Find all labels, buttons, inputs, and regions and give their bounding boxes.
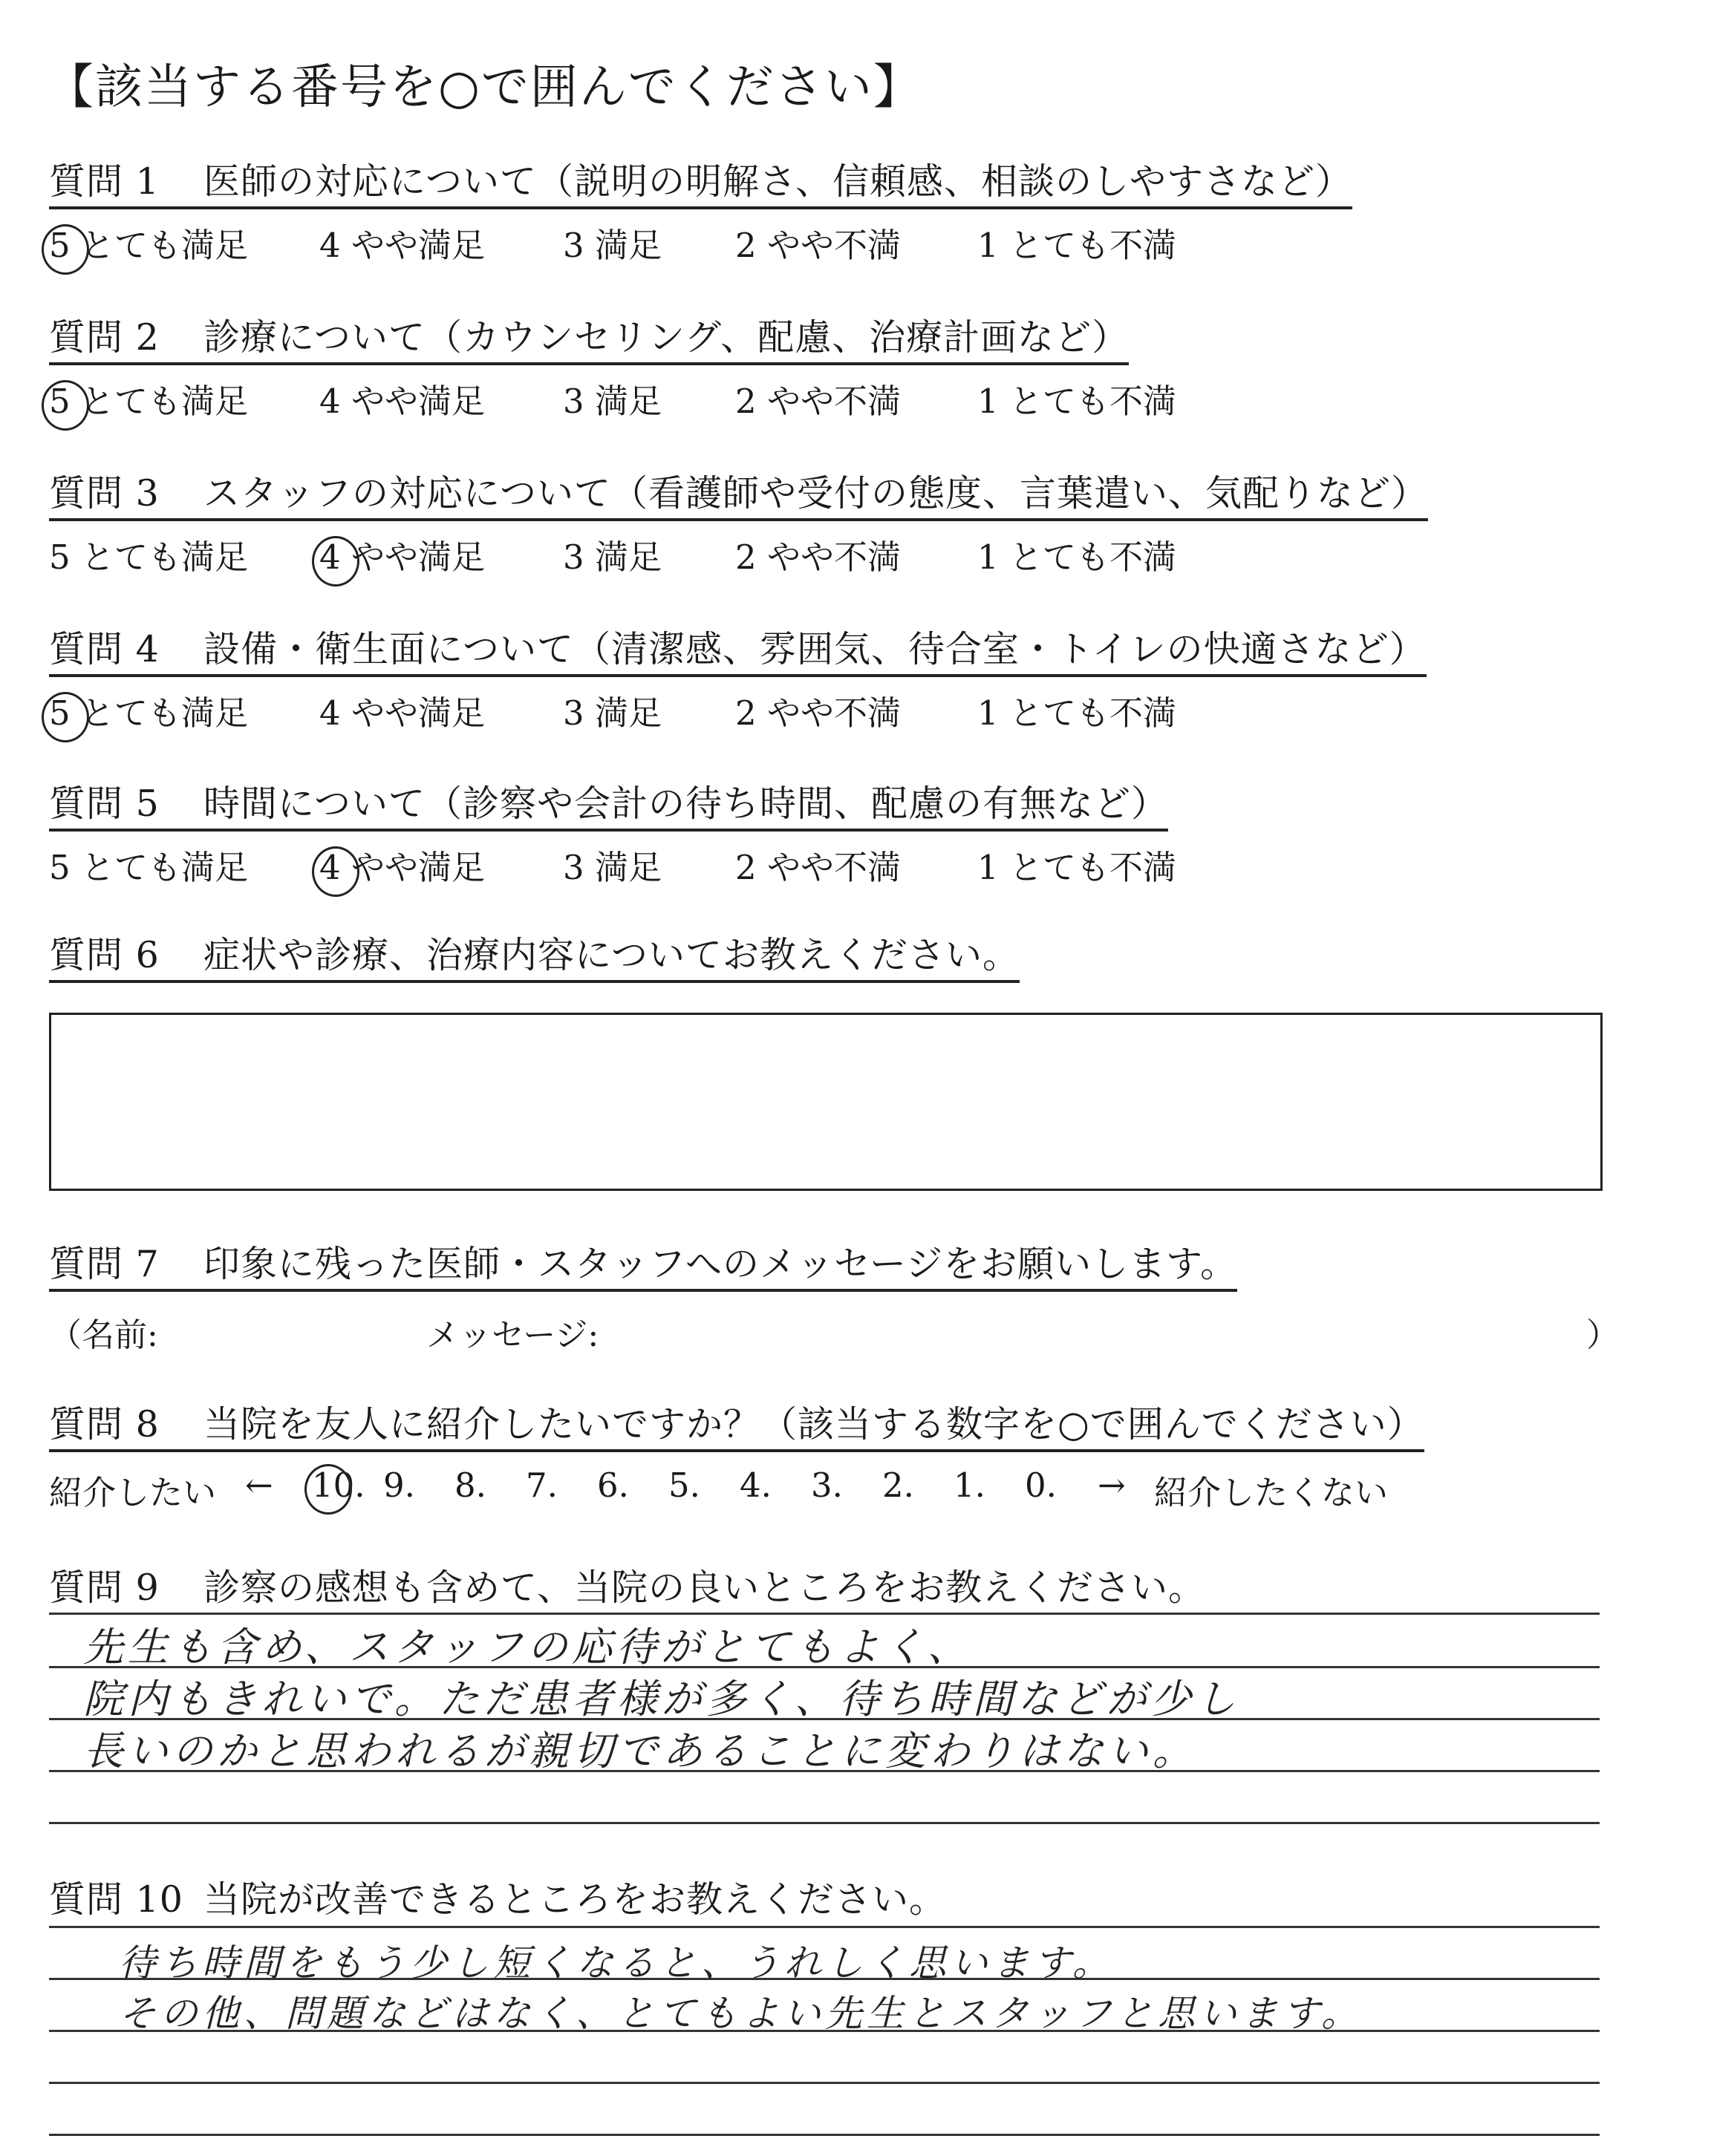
rating-option-number: 3 (563, 848, 584, 887)
rating-option-number: 3 (563, 693, 584, 733)
question-3-title (49, 465, 1428, 521)
selected-rating-circle: 4 (319, 538, 341, 577)
question-5-title (49, 775, 1168, 832)
rating-option[interactable] (735, 374, 901, 422)
rating-option[interactable] (49, 374, 248, 422)
rating-option-label: 満足 (584, 538, 662, 577)
question-9-title (49, 1559, 1205, 1613)
rating-option-label: とても満足 (70, 226, 248, 265)
question-8-number: 質問 8 (49, 1403, 160, 1446)
q10-answer-line-1: 待ち時間をもう少し短くなると、うれしく思います。 (119, 1941, 1114, 1984)
rating-option-number: 3 (563, 382, 584, 421)
question-8-title (49, 1396, 1424, 1452)
question-7-text: 印象に残った医師・スタッフへのメッセージをお願いします。 (203, 1243, 1238, 1285)
rating-option[interactable] (49, 530, 248, 578)
question-8-text: 当院を友人に紹介したいですか？（該当する数字を○で囲んでください） (203, 1403, 1424, 1446)
rating-option-number: 1 (977, 848, 999, 887)
recommend-value-text: 6. (597, 1466, 629, 1505)
question-7-number: 質問 7 (49, 1243, 160, 1285)
rating-option-label: やや不満 (756, 382, 901, 421)
recommend-value[interactable] (811, 1466, 843, 1505)
q9-answer-line-1: 先生も含め、スタッフの応待がとてもよく、 (83, 1624, 972, 1670)
question-4-text: 設備・衛生面について（清潔感、雰囲気、待合室・トイレの快適さなど） (203, 628, 1427, 670)
q9-answer-line-3: 長いのかと思われるが親切であることに変わりはない。 (83, 1728, 1197, 1774)
recommend-value[interactable] (597, 1466, 629, 1505)
rating-option[interactable] (977, 530, 1176, 578)
rating-option-number: 2 (735, 226, 757, 265)
q9-answer-line-2: 院内もきれいで。ただ患者様が多く、待ち時間などが少し (83, 1676, 1240, 1722)
rating-option-label: やや満足 (340, 693, 485, 733)
recommend-value[interactable] (740, 1466, 772, 1505)
rating-option-number: 3 (563, 538, 584, 577)
rating-option-number: 1 (977, 693, 999, 733)
question-6-number: 質問 6 (49, 934, 160, 976)
rating-option-label: やや不満 (756, 848, 901, 887)
recommend-value[interactable] (882, 1466, 914, 1505)
rating-option-number: 4 (319, 382, 341, 421)
question-2-number: 質問 2 (49, 316, 160, 359)
rating-option[interactable] (563, 374, 662, 422)
rating-option[interactable] (563, 686, 662, 734)
rating-option-label: とても不満 (998, 226, 1176, 265)
answer-line (49, 2082, 1600, 2084)
rating-option[interactable] (49, 218, 248, 267)
arrow-right-icon: → (1098, 1466, 1126, 1505)
rating-option-number: 2 (735, 848, 757, 887)
question-2-text: 診療について（カウンセリング、配慮、治療計画など） (203, 316, 1130, 359)
recommend-value[interactable] (383, 1466, 415, 1505)
rating-option-label: やや満足 (340, 538, 485, 577)
rating-option-label: とても不満 (998, 538, 1176, 577)
recommend-value-text: 1. (954, 1466, 985, 1505)
rating-option[interactable] (49, 686, 248, 734)
rating-option-number: 5 (49, 538, 71, 577)
rating-option-label: とても満足 (70, 848, 248, 887)
rating-option[interactable] (319, 840, 485, 889)
recommend-label-yes: 紹介したい (49, 1473, 217, 1512)
rating-option-label: やや不満 (756, 693, 901, 733)
question-1-title (49, 153, 1352, 209)
recommend-value[interactable] (312, 1466, 365, 1505)
rating-option-label: 満足 (584, 848, 662, 887)
question-9-number: 質問 9 (49, 1567, 160, 1609)
rating-option[interactable] (319, 686, 485, 734)
recommend-value-text: 7. (526, 1466, 558, 1505)
rating-option[interactable] (319, 530, 485, 578)
rating-option-number: 5 (49, 848, 71, 887)
rating-option[interactable] (319, 218, 485, 267)
rating-option-label: やや不満 (756, 538, 901, 577)
question-10-number: 質問 10 (49, 1878, 183, 1921)
question-7-title (49, 1235, 1237, 1292)
question-10-text: 当院が改善できるところをお教えください。 (203, 1878, 947, 1921)
rating-option[interactable] (319, 374, 485, 422)
question-3-number: 質問 3 (49, 472, 160, 514)
rating-option[interactable] (977, 840, 1176, 889)
arrow-left-icon: ← (245, 1466, 273, 1505)
survey-header: 【該当する番号を○で囲んでください】 (46, 60, 922, 115)
recommend-value-text: 8. (454, 1466, 486, 1505)
rating-option-label: とても不満 (998, 848, 1176, 887)
rating-option-number: 1 (977, 382, 999, 421)
question-3-text: スタッフの対応について（看護師や受付の態度、言葉遣い、気配りなど） (203, 472, 1429, 514)
rating-option[interactable] (735, 840, 901, 889)
rating-option-number: 2 (735, 693, 757, 733)
question-6-text: 症状や診療、治療内容についてお教えください。 (203, 934, 1020, 976)
recommend-label-no: 紹介したくない (1154, 1473, 1389, 1512)
rating-option-label: とても不満 (998, 382, 1176, 421)
rating-option-label: やや不満 (756, 226, 901, 265)
rating-option[interactable] (563, 840, 662, 889)
answer-line (49, 1926, 1600, 1928)
selected-rating-circle: 4 (319, 848, 341, 887)
question-4-number: 質問 4 (49, 628, 160, 670)
question-6-answer-box[interactable] (49, 1013, 1603, 1191)
recommend-value[interactable] (526, 1466, 558, 1505)
rating-option[interactable] (977, 374, 1176, 422)
recommend-value-text: 3. (811, 1466, 843, 1505)
rating-option[interactable] (563, 218, 662, 267)
answer-line (49, 1822, 1600, 1824)
selected-rating-circle: 5 (49, 382, 71, 421)
rating-option-number: 1 (977, 226, 999, 265)
question-10-title (49, 1871, 946, 1924)
question-1-number: 質問 1 (49, 160, 160, 203)
rating-option-label: やや満足 (340, 848, 485, 887)
question-2-title (49, 309, 1129, 365)
recommend-value[interactable] (668, 1466, 700, 1505)
recommend-value-text: 9. (383, 1466, 415, 1505)
rating-option-number: 2 (735, 382, 757, 421)
question-9-text: 診察の感想も含めて、当院の良いところをお教えください。 (203, 1567, 1206, 1609)
rating-option[interactable] (735, 686, 901, 734)
rating-option-label: とても満足 (70, 382, 248, 421)
rating-option-number: 2 (735, 538, 757, 577)
name-field-label: （名前: (49, 1316, 158, 1354)
rating-option[interactable] (977, 218, 1176, 267)
message-close-paren: ） (1586, 1316, 1619, 1354)
question-5-text: 時間について（診察や会計の待ち時間、配慮の有無など） (203, 783, 1169, 825)
q10-answer-line-2: その他、問題などはなく、とてもよい先生とスタッフと思います。 (119, 1992, 1363, 2035)
question-4-title (49, 621, 1427, 677)
question-6-title (49, 927, 1020, 983)
rating-option-label: やや満足 (340, 382, 485, 421)
recommend-value[interactable] (1025, 1466, 1057, 1505)
rating-option-number: 1 (977, 538, 999, 577)
rating-option-number: 4 (319, 693, 341, 733)
rating-option[interactable] (49, 840, 248, 889)
rating-option[interactable] (735, 530, 901, 578)
rating-option[interactable] (735, 218, 901, 267)
recommend-value-text: 5. (668, 1466, 700, 1505)
question-1-text: 医師の対応について（説明の明解さ、信頼感、相談のしやすさなど） (203, 160, 1353, 203)
rating-option-label: とても満足 (70, 693, 248, 733)
rating-option-number: 3 (563, 226, 584, 265)
answer-line (49, 1613, 1600, 1615)
rating-option[interactable] (977, 686, 1176, 734)
recommend-value[interactable] (454, 1466, 486, 1505)
rating-option-label: やや満足 (340, 226, 485, 265)
rating-option-label: 満足 (584, 693, 662, 733)
recommend-value-text: 4. (740, 1466, 772, 1505)
answer-line (49, 2134, 1600, 2136)
selected-rating-circle: 5 (49, 693, 71, 733)
recommend-value-text: 2. (882, 1466, 914, 1505)
rating-option-label: とても満足 (70, 538, 248, 577)
rating-option-number: 4 (319, 226, 341, 265)
recommend-value-text: 0. (1025, 1466, 1057, 1505)
rating-option-label: 満足 (584, 226, 662, 265)
question-5-number: 質問 5 (49, 783, 160, 825)
rating-option[interactable] (563, 530, 662, 578)
message-field-label: メッセージ: (426, 1316, 599, 1354)
rating-option-label: 満足 (584, 382, 662, 421)
selected-rating-circle: 5 (49, 226, 71, 265)
selected-recommend-circle: 10. (312, 1466, 365, 1505)
rating-option-label: とても不満 (998, 693, 1176, 733)
recommend-value[interactable] (954, 1466, 985, 1505)
